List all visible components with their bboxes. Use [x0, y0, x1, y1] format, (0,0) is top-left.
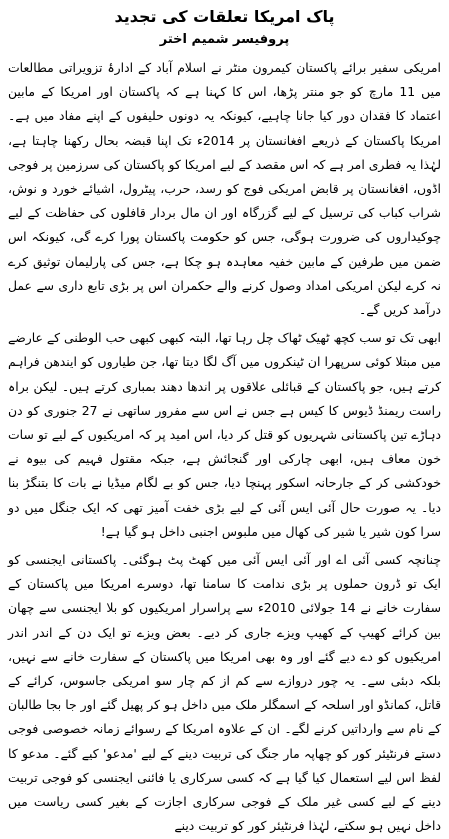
paragraph-2: ابھی تک تو سب کچھ ٹھیک ٹھاک چل رہا تھا، البتہ کبھی کبھی حب الوطنی کے عارضے میں مبتلا کوئی سرپھرا ان ٹینکروں میں آگ لگا دیتا تھا، جن طیاروں کو ایندھن فراہم کرتے ہیں، جو پاکستان کے قبائلی علاقوں پر اندھا دھند بمباری کرتے ہیں۔ لیکن براہ راست ریمنڈ ڈیوس کا کیس ہے جس نے اس سے مفرور ساتھی نے 27 جنوری کو دن دہاڑے تین پاکستانی شہریوں کو قتل کر دیا، اس امید پر کہ امریکیوں کے لیے تو سات خون معاف ہیں، ابھی چارکی اور گنجائش ہے، جبکہ مقتول فہیم کی بیوہ نے خودکشی کر کے جارحانہ اسکور پہنچا دیا، جس کو بے لگام میڈیا نے بات کا بتنگڑ بنا دیا۔ یہ صورت حال آئی ایس آئی کے لیے بڑی خفت آمیز تھی کہ ایک جنگل میں دو سرا کون شیر یا شیر کی کھال میں ملبوس اجنبی داخل ہو گیا ہے!	[8, 330, 441, 539]
article-title: پاک امریکا تعلقات کی تجدید	[114, 7, 335, 26]
article-author: پروفیسر شمیم اختر	[159, 32, 290, 47]
paragraph-3: چنانچہ کسی آئی اے اور آئی ایس آئی میں کھٹ پٹ ہوگئی۔ پاکستانی ایجنسی کو ایک تو ڈرون حملوں پر بڑی ندامت کا سامنا تھا، دوسرے امریکا میں پاکستان کے سفارت خانے نے 14 جولائی 2010ء سے پراسرار امریکیوں کو بلا ایجنسی سے چھان بین کرائے کھیپ کے کھیپ ویزے جاری کر دیے۔ بعض ویزے تو ایک دن کے اندر اندر امریکیوں کو دے دیے گئے اور وہ بھی امریکا میں پاکستان کے سفارت خانے سے نہیں، بلکہ دبئی سے۔ یہ چور دروازے سے کم از کم چار سو امریکی جاسوس، کرائے کے قاتل، کمانڈو اور اسلحہ کے اسمگلر ملک میں داخل ہو کر پھیل گئے اور جا بجا طالبان کے نام سے وارداتیں کرنے لگے۔ ان کے علاوہ امریکا کے رسوائے زمانہ خصوصی فوجی دستے فرنٹیئر کور کو چھاپہ مار جنگ کی تربیت دینے کے لیے 'مدعو' کیے گئے۔ مدعو کا لفظ اس لیے استعمال کیا گیا ہے کہ کسی سرکاری یا فائنی ایجنسی کو فوجی تربیت دینے کے لیے کسی غیر ملک کے فوجی سرکاری اجازت کے بغیر کسی ریاست میں داخل نہیں ہو سکتے، لہٰذا فرنٹیئر کور کو تربیت دینے	[8, 552, 442, 834]
article-body	[8, 56, 441, 839]
paragraph-1: امریکی سفیر برائے پاکستان کیمرون منٹر نے اسلام آباد کے ادارۂ تزویراتی مطالعات میں 11 مارچ کو جو منتر پڑھا، اس کا کہنا ہے کہ پاکستان اور امریکا کے مابین اعتماد کا فقدان دور کیا جانا چاہیے، کیونکہ یہ دونوں حلیفوں کے اپنے مفاد میں ہے۔ امریکا پاکستان کے ذریعے افغانستان پر 2014ء تک اپنا قبضہ بحال رکھنا چاہتا ہے، لہٰذا یہ فطری امر ہے کہ اس مقصد کے لیے امریکا کو پاکستان کی سرزمین پر فوجی اڈوں، افغانستان پر قابض امریکی فوج کو رسد، حرب، پیٹرول، اشیائے خورد و نوش، شراب کباب کی ترسیل کے لیے گزرگاہ اور ان مال بردار قافلوں کی حفاظت کے لیے چوکیداروں کی ضرورت ہوگی، جس کو حکومت پاکستان پورا کرے گی، کیونکہ اس ضمن میں طرفین کے مابین خفیہ معاہدہ ہو چکا ہے، جس کی پارلیمان توثیق کرے نہ کرے لیکن امریکی امداد وصول کرنے والے حکمران اس پر بڑی تابع داری سے عمل درآمد کریں گے۔	[8, 60, 441, 318]
